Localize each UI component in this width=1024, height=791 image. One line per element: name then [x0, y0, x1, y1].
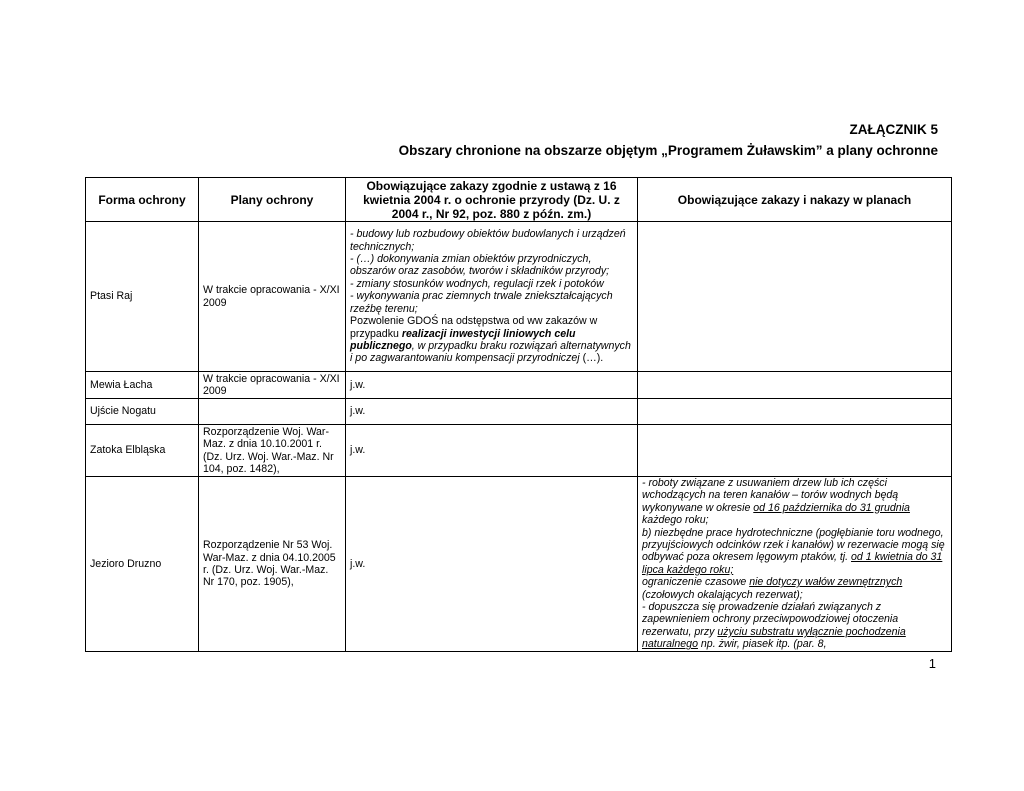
- plan-ban-text: b) niezbędne prace hydrotechniczne (pogłębianie toru wodnego, przyujściowych odcinków rzek i kanałów) w rezerwacie mogą się odbywać poza okresem lęgowym ptaków, tj.: [642, 526, 945, 564]
- ban-line: - budowy lub rozbudowy obiektów budowlanych i urządzeń technicznych;: [350, 228, 626, 253]
- plan-ban-paragraph: [642, 527, 947, 577]
- plan-ban-underlined: od 16 października do 31 grudnia: [753, 501, 910, 514]
- exemption-text: Pozwolenie GDOŚ na odstępstwa od ww zakazów w przypadku: [350, 315, 598, 340]
- plan-status: W trakcie opracowania - X/XI 2009: [199, 372, 346, 399]
- table-header-row: [86, 178, 952, 222]
- area-name: Zatoka Elbląska: [86, 425, 199, 477]
- plan-ban-underlined: od 1 kwietnia do 31 lipca każdego roku;: [642, 551, 943, 576]
- statutory-bans: j.w.: [346, 425, 638, 477]
- ban-line: - wykonywania prac ziemnych trwale zniekształcających rzeźbę terenu;: [350, 290, 613, 315]
- document-title: Obszary chronione na obszarze objętym „Programem Żuławskim” a plany ochronne: [398, 143, 938, 158]
- plan-ban-paragraph: [642, 601, 947, 651]
- exemption-text: , w przypadku braku rozwiązań alternatywnych i po zagwarantowaniu kompensacji przyrodniczej: [350, 339, 631, 365]
- area-name: Mewia Łacha: [86, 372, 199, 399]
- table-row: [86, 425, 952, 477]
- column-header-form: Forma ochrony: [86, 178, 199, 222]
- column-header-plan-bans: Obowiązujące zakazy i nakazy w planach: [638, 178, 952, 222]
- table-row: [86, 372, 952, 399]
- protected-areas-table: [85, 177, 952, 652]
- area-name: Jezioro Druzno: [86, 477, 199, 652]
- statutory-bans: j.w.: [346, 399, 638, 425]
- plan-ban-text: - dopuszcza się prowadzenie działań związanych z zapewnieniem ochrony przeciwpowodziowej otoczenia rezerwatu, przy: [642, 601, 899, 638]
- ban-line: - (…) dokonywania zmian obiektów przyrodniczych, obszarów oraz zasobów, tworów i składników przyrody;: [350, 253, 610, 278]
- plan-ban-underlined: użyciu substratu wyłącznie pochodzenia naturalnego: [642, 625, 906, 651]
- attachment-label: ZAŁĄCZNIK 5: [849, 122, 938, 137]
- column-header-plans: Plany ochrony: [199, 178, 346, 222]
- table-row: [86, 399, 952, 425]
- exemption-text: (…).: [579, 352, 604, 365]
- plan-bans: [638, 399, 952, 425]
- plan-bans: [638, 477, 952, 652]
- table-row: [86, 477, 952, 652]
- area-name: Ujście Nogatu: [86, 399, 199, 425]
- plan-ban-paragraph: [642, 477, 947, 527]
- plan-ban-text: ograniczenie czasowe: [642, 576, 750, 589]
- plan-ban-text: (czołowych okalających rezerwat);: [642, 588, 803, 601]
- ban-line: - zmiany stosunków wodnych, regulacji rzek i potoków: [350, 277, 604, 290]
- exemption-paragraph: [350, 315, 633, 365]
- plan-status: W trakcie opracowania - X/XI 2009: [199, 222, 346, 372]
- column-header-statutory-bans: Obowiązujące zakazy zgodnie z ustawą z 16 kwietnia 2004 r. o ochronie przyrody (Dz. U. z 2004 r., Nr 92, poz. 880 z późn. zm.): [346, 178, 638, 222]
- area-name: Ptasi Raj: [86, 222, 199, 372]
- plan-bans: [638, 222, 952, 372]
- plan-ban-text: - roboty związane z usuwaniem drzew lub ich części wchodzących na teren kanałów – torów wodnych będą wykonywane w okresie: [642, 477, 899, 514]
- statutory-bans: j.w.: [346, 477, 638, 652]
- plan-status: Rozporządzenie Nr 53 Woj. War-Maz. z dnia 04.10.2005 r. (Dz. Urz. Woj. War.-Maz. Nr 170, poz. 1905),: [199, 477, 346, 652]
- exemption-emphasis: realizacji inwestycji liniowych celu publicznego: [350, 327, 576, 352]
- statutory-bans: [346, 222, 638, 372]
- plan-bans: [638, 425, 952, 477]
- plan-status: Rozporządzenie Woj. War-Maz. z dnia 10.10.2001 r. (Dz. Urz. Woj. War.-Maz. Nr 104, poz. 1482),: [199, 425, 346, 477]
- plan-bans: [638, 372, 952, 399]
- plan-ban-underlined: nie dotyczy wałów zewnętrznych: [749, 576, 903, 589]
- plan-status: [199, 399, 346, 425]
- plan-ban-text: np. żwir, piasek itp. (par. 8,: [697, 638, 827, 651]
- plan-ban-paragraph: [642, 576, 947, 601]
- statutory-bans: j.w.: [346, 372, 638, 399]
- table-row: [86, 222, 952, 372]
- page-number: 1: [928, 656, 936, 671]
- plan-ban-text: każdego roku;: [642, 514, 709, 527]
